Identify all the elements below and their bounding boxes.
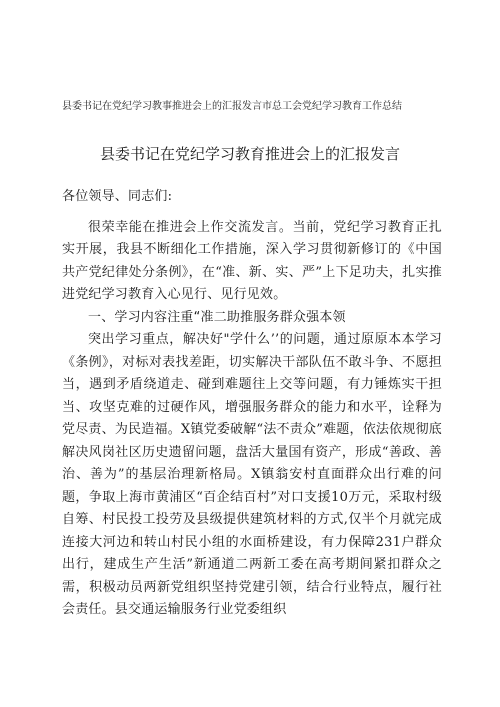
running-header: 县委书记在党纪学习教事推进会上的汇报发言市总工会党纪学习教育工作总结	[62, 101, 402, 112]
document-title: 县委书记在党纪学习教育推进会上的汇报发言	[99, 145, 400, 163]
greeting: 各位领导、同志们:	[62, 189, 173, 204]
paragraph-section-1: 突出学习重点，解决好"学什么’’的问题，通过原原本本学习《条例》，对标对表找差距，切实解决干部队伍不敢斗争、不愿担当，遇到矛盾绕道走、碰到难题往上交等问题，有力锤炼实干担当、攻坚克难的过硬作风，增强服务群众的能力和水平，诠释为党尽责、为民造福。X镇党委破解“法不责众”难题，依法依规彻底解决风岗社区历史遗留问题，盘活大量国有资产，形成“善政、善治、善为”的基层治理新格局。X镇翁安村直面群众出行难的问题，争取上海市黄浦区“百企结百村”对口支援10万元，采取村级自筹、村民投工投劳及县级提供建筑材料的方式,仅半个月就完成连接大河边和转山村民小组的水面桥建设，有力保障231户群众出行，建成生产生活”新通道二两新工委在高考期间紧扣群众之需，积极动员两新党组织坚持党建引领，结合行业特点，履行社会责任。县交通运输服务行业党委组织	[62, 332, 442, 617]
paragraph-intro: 很荣幸能在推进会上作交流发言。当前，党纪学习教育正扎实开展，我县不断细化工作措施，深入学习贯彻新修订的《中国共产党纪律处分条例》，在“准、新、实、严”上下足功夫，扎实推进党纪学习教育入心见行、见行见效。	[62, 219, 442, 302]
section-heading-1: 一、学习内容注重“准二助推服务群众强本领	[88, 309, 346, 325]
document-body	[62, 186, 442, 622]
